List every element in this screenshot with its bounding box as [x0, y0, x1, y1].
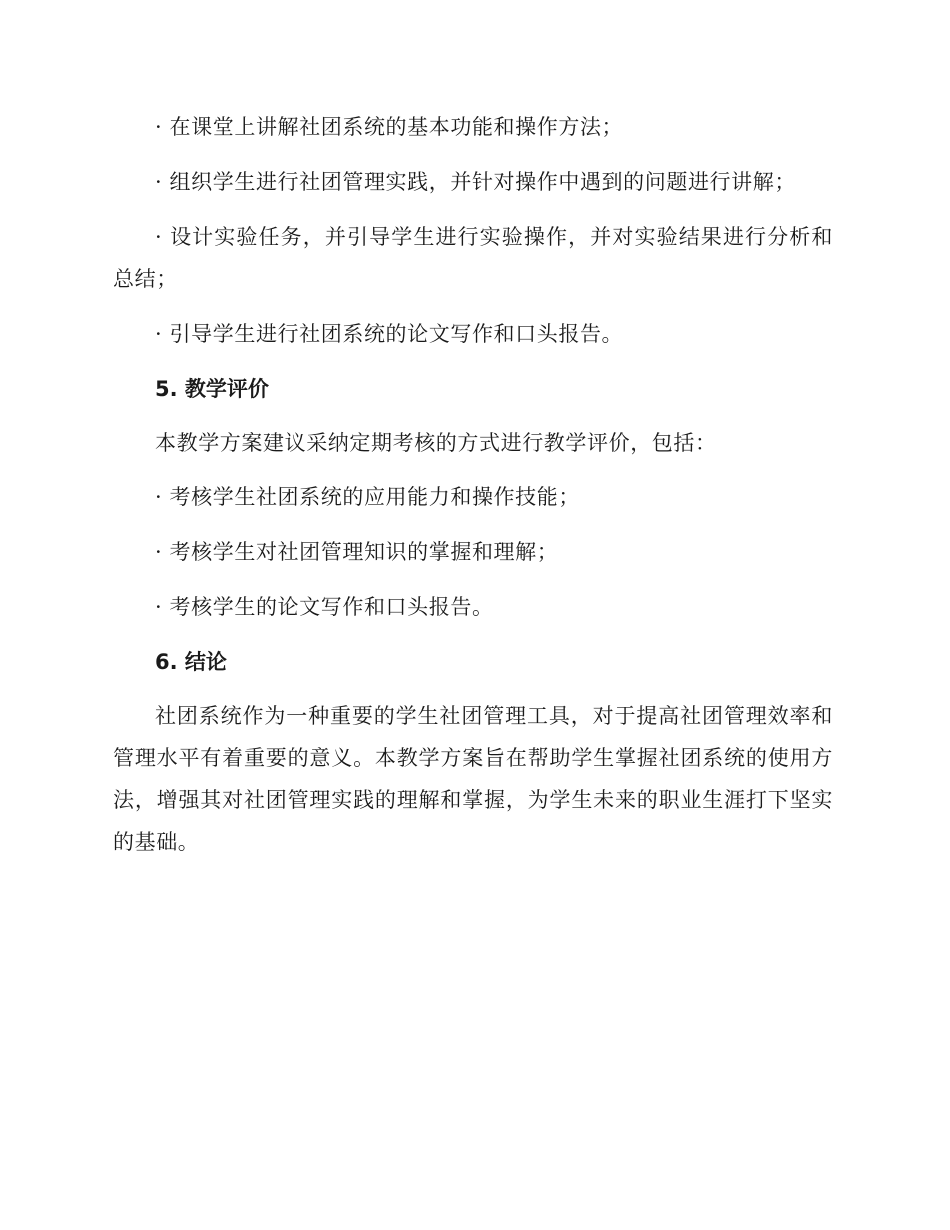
list-item: · 在课堂上讲解社团系统的基本功能和操作方法；	[155, 115, 624, 139]
section-heading-evaluation: 5. 教学评价	[155, 377, 269, 401]
conclusion-paragraph: 社团系统作为一种重要的学生社团管理工具，对于提高社团管理效率和管理水平有着重要的意义。本教学方案旨在帮助学生掌握社团系统的使用方法，增强其对社团管理实践的理解和掌握，为学生未来的职业生涯打下坚实的基础。	[113, 704, 833, 854]
list-item: · 考核学生对社团管理知识的掌握和理解；	[155, 540, 559, 564]
list-item: · 引导学生进行社团系统的论文写作和口头报告。	[155, 322, 624, 346]
list-item: · 设计实验任务，并引导学生进行实验操作，并对实验结果进行分析和总结；	[113, 225, 833, 291]
section-heading-conclusion: 6. 结论	[155, 650, 227, 674]
list-item: · 组织学生进行社团管理实践，并针对操作中遇到的问题进行讲解；	[155, 170, 796, 194]
section-intro: 本教学方案建议采纳定期考核的方式进行教学评价，包括：	[155, 431, 717, 455]
list-item: · 考核学生社团系统的应用能力和操作技能；	[155, 485, 580, 509]
document-content	[113, 106, 833, 889]
list-item: · 考核学生的论文写作和口头报告。	[155, 595, 494, 619]
